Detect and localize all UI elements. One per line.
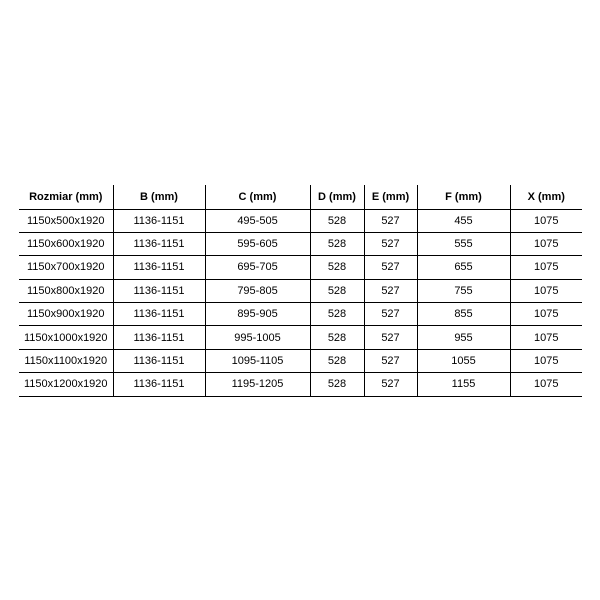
- dimensions-table-container: [19, 185, 582, 397]
- cell-x: 1075: [510, 209, 582, 232]
- cell-x: 1075: [510, 279, 582, 302]
- cell-d: 528: [310, 279, 364, 302]
- header-rozmiar: Rozmiar (mm): [19, 185, 113, 209]
- cell-f: 455: [417, 209, 510, 232]
- cell-f: 555: [417, 232, 510, 255]
- cell-b: 1136-1151: [113, 209, 205, 232]
- cell-d: 528: [310, 349, 364, 372]
- cell-b: 1136-1151: [113, 256, 205, 279]
- cell-rozmiar: 1150x600x1920: [19, 232, 113, 255]
- header-d: D (mm): [310, 185, 364, 209]
- cell-rozmiar: 1150x500x1920: [19, 209, 113, 232]
- table-body: [19, 209, 582, 396]
- cell-d: 528: [310, 232, 364, 255]
- cell-x: 1075: [510, 232, 582, 255]
- table-row: [19, 256, 582, 279]
- cell-b: 1136-1151: [113, 373, 205, 396]
- cell-c: 995-1005: [205, 326, 310, 349]
- cell-e: 527: [364, 256, 417, 279]
- cell-b: 1136-1151: [113, 303, 205, 326]
- header-x: X (mm): [510, 185, 582, 209]
- table-header: [19, 185, 582, 209]
- cell-b: 1136-1151: [113, 326, 205, 349]
- table-row: [19, 232, 582, 255]
- cell-c: 895-905: [205, 303, 310, 326]
- cell-b: 1136-1151: [113, 279, 205, 302]
- cell-f: 1155: [417, 373, 510, 396]
- header-c: C (mm): [205, 185, 310, 209]
- cell-e: 527: [364, 349, 417, 372]
- cell-f: 1055: [417, 349, 510, 372]
- cell-c: 595-605: [205, 232, 310, 255]
- table-row: [19, 349, 582, 372]
- cell-d: 528: [310, 326, 364, 349]
- cell-x: 1075: [510, 349, 582, 372]
- table-row: [19, 373, 582, 396]
- cell-rozmiar: 1150x1000x1920: [19, 326, 113, 349]
- cell-c: 495-505: [205, 209, 310, 232]
- cell-f: 755: [417, 279, 510, 302]
- header-b: B (mm): [113, 185, 205, 209]
- cell-d: 528: [310, 303, 364, 326]
- cell-f: 855: [417, 303, 510, 326]
- cell-e: 527: [364, 232, 417, 255]
- cell-c: 1095-1105: [205, 349, 310, 372]
- cell-x: 1075: [510, 256, 582, 279]
- header-row: [19, 185, 582, 209]
- cell-rozmiar: 1150x900x1920: [19, 303, 113, 326]
- cell-e: 527: [364, 373, 417, 396]
- cell-b: 1136-1151: [113, 232, 205, 255]
- cell-c: 795-805: [205, 279, 310, 302]
- cell-rozmiar: 1150x700x1920: [19, 256, 113, 279]
- cell-b: 1136-1151: [113, 349, 205, 372]
- cell-f: 955: [417, 326, 510, 349]
- cell-e: 527: [364, 326, 417, 349]
- cell-rozmiar: 1150x1200x1920: [19, 373, 113, 396]
- cell-d: 528: [310, 373, 364, 396]
- dimensions-table: [19, 185, 582, 397]
- cell-x: 1075: [510, 303, 582, 326]
- header-e: E (mm): [364, 185, 417, 209]
- cell-c: 1195-1205: [205, 373, 310, 396]
- cell-e: 527: [364, 209, 417, 232]
- cell-rozmiar: 1150x800x1920: [19, 279, 113, 302]
- cell-e: 527: [364, 279, 417, 302]
- cell-e: 527: [364, 303, 417, 326]
- table-row: [19, 326, 582, 349]
- table-row: [19, 209, 582, 232]
- cell-x: 1075: [510, 326, 582, 349]
- cell-x: 1075: [510, 373, 582, 396]
- header-f: F (mm): [417, 185, 510, 209]
- cell-d: 528: [310, 256, 364, 279]
- table-row: [19, 303, 582, 326]
- cell-rozmiar: 1150x1100x1920: [19, 349, 113, 372]
- cell-d: 528: [310, 209, 364, 232]
- cell-f: 655: [417, 256, 510, 279]
- table-row: [19, 279, 582, 302]
- cell-c: 695-705: [205, 256, 310, 279]
